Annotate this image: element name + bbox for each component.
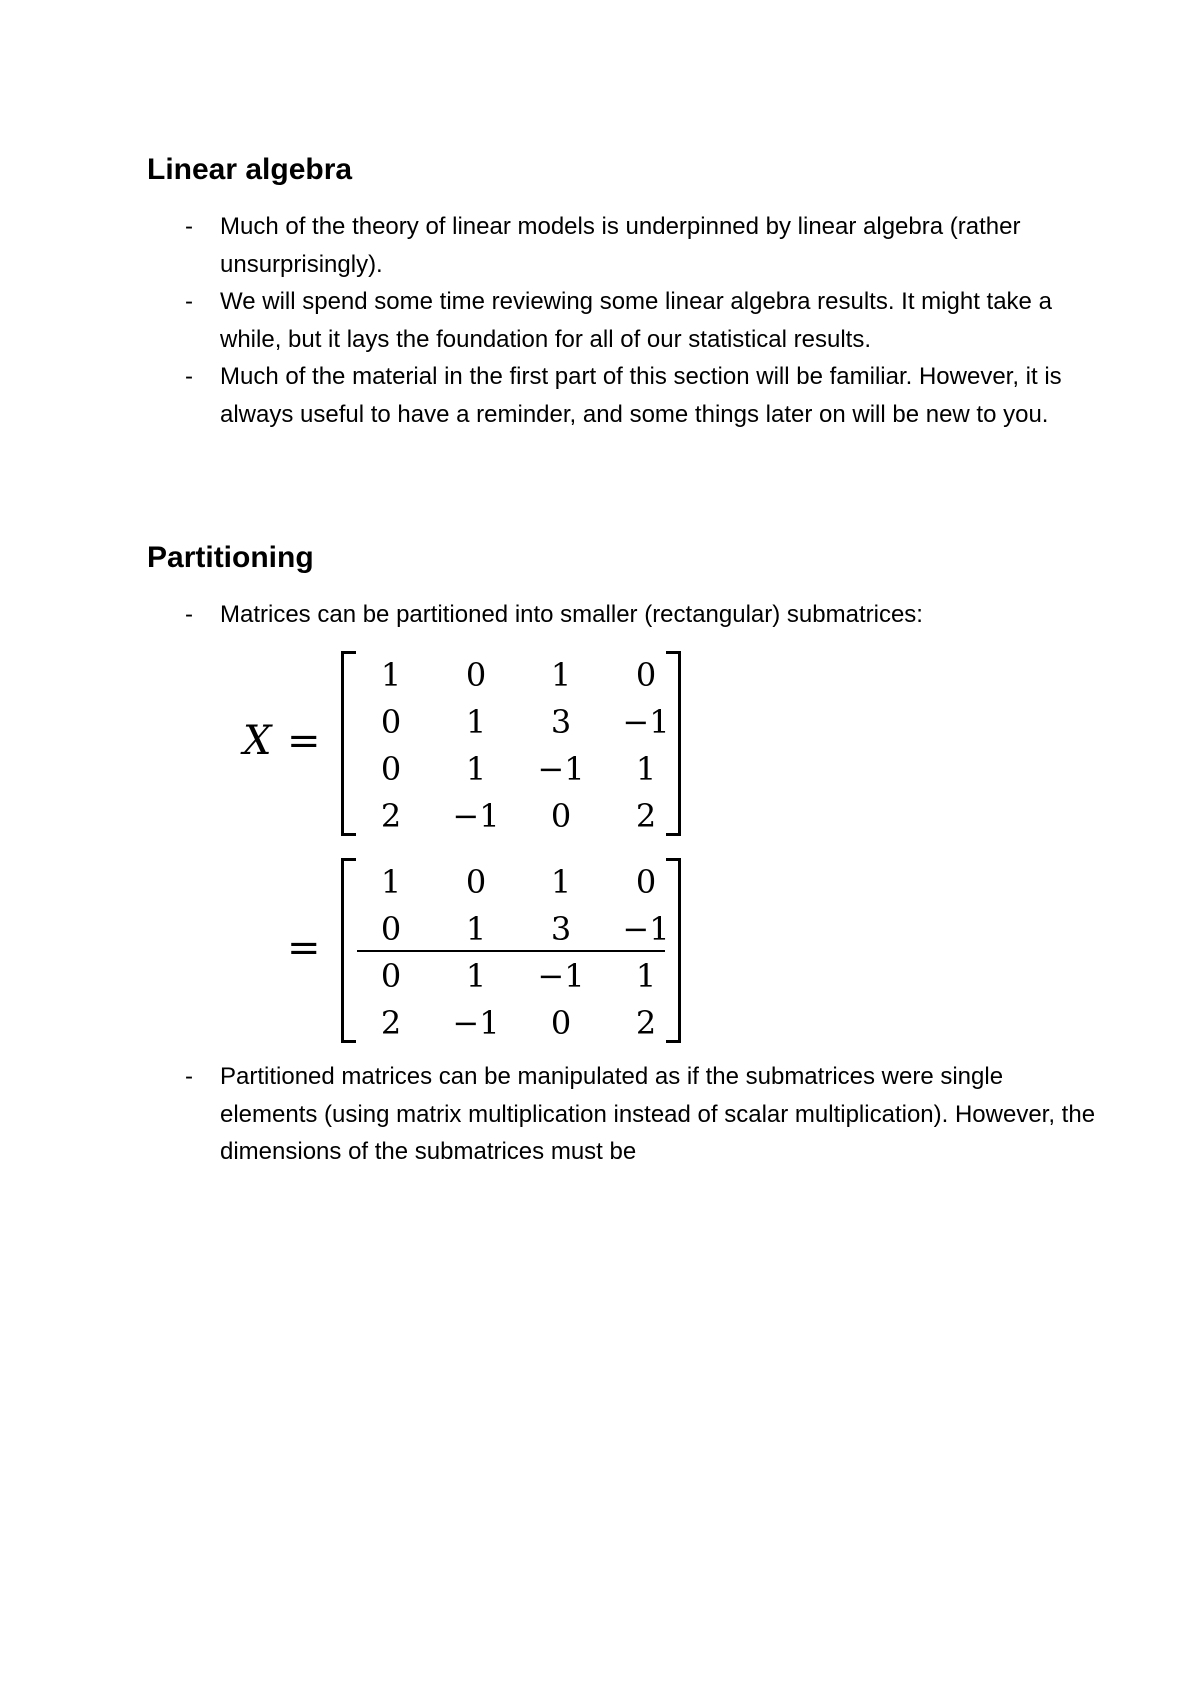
matrix-cell: 2 (635, 797, 657, 835)
matrix-cell: 1 (380, 656, 402, 694)
bullet-text: Matrices can be partitioned into smaller (rectangular) submatrices: (220, 601, 923, 628)
matrix-cell: 0 (465, 656, 487, 694)
bullet-text: Much of the theory of linear models is underpinned by linear algebra (rather unsurprisingly). (220, 213, 1021, 278)
matrix-full (341, 651, 681, 836)
matrix-cell: 0 (635, 656, 657, 694)
bullet-item (147, 1058, 1097, 1171)
matrix-cell: 1 (380, 863, 402, 901)
bullet-text: Much of the material in the first part of this section will be familiar. However, it is always useful to have a reminder, and some things later on will be new to you. (220, 363, 1062, 428)
bullet-dash: - (185, 363, 193, 390)
matrix-cell: 0 (465, 863, 487, 901)
matrix-cell: 0 (380, 957, 402, 995)
bullet-dash: - (185, 213, 193, 240)
partition-line (357, 950, 665, 952)
bullet-dash: - (185, 1063, 193, 1090)
matrix-cell: −1 (537, 957, 585, 995)
matrix-cell: 0 (380, 910, 402, 948)
matrix-cell: −1 (622, 910, 670, 948)
bullet-item (147, 358, 1097, 433)
bullet-text: We will spend some time reviewing some linear algebra results. It might take a while, but it lays the foundation for all of our statistical results. (220, 288, 1052, 353)
bullet-item (147, 208, 1097, 283)
matrix-cell: 1 (465, 750, 487, 788)
bullet-item (147, 596, 1097, 634)
matrix-cell: 1 (635, 750, 657, 788)
bullet-item (147, 283, 1097, 358)
matrix-cell: 3 (550, 910, 572, 948)
matrix-cell: 0 (380, 703, 402, 741)
matrix-cell: 0 (380, 750, 402, 788)
matrix-cell: 3 (550, 703, 572, 741)
matrix-cell: −1 (452, 797, 500, 835)
equals-sign: = (287, 718, 321, 764)
matrix-cell: 0 (550, 797, 572, 835)
matrix-cell: 2 (635, 1004, 657, 1042)
matrix-variable: X (243, 718, 272, 764)
bullet-dash: - (185, 601, 193, 628)
section-heading-linear-algebra: Linear algebra (147, 153, 353, 186)
matrix-cell: 1 (465, 957, 487, 995)
matrix-cell: −1 (537, 750, 585, 788)
bullet-dash: - (185, 288, 193, 315)
matrix-cell: 2 (380, 797, 402, 835)
matrix-cell: 1 (465, 703, 487, 741)
partitioning-bullet-list-continued (147, 1058, 1097, 1171)
matrix-partitioned (341, 858, 681, 1043)
bullet-text: Partitioned matrices can be manipulated as if the submatrices were single elements (using matrix multiplication instead of scalar multiplication). However, the dimensions of the submatrices must be (220, 1063, 1096, 1165)
matrix-cell: 1 (550, 863, 572, 901)
matrix-cell: 1 (465, 910, 487, 948)
section-heading-partitioning: Partitioning (147, 541, 314, 574)
matrix-cell: 2 (380, 1004, 402, 1042)
matrix-cell: 1 (550, 656, 572, 694)
matrix-cell: −1 (452, 1004, 500, 1042)
matrix-cell: 1 (635, 957, 657, 995)
linear-algebra-bullet-list (147, 208, 1097, 433)
matrix-cell: −1 (622, 703, 670, 741)
matrix-cell: 0 (550, 1004, 572, 1042)
matrix-cell: 0 (635, 863, 657, 901)
partitioning-bullet-list (147, 596, 1097, 634)
equals-sign: = (287, 925, 321, 971)
